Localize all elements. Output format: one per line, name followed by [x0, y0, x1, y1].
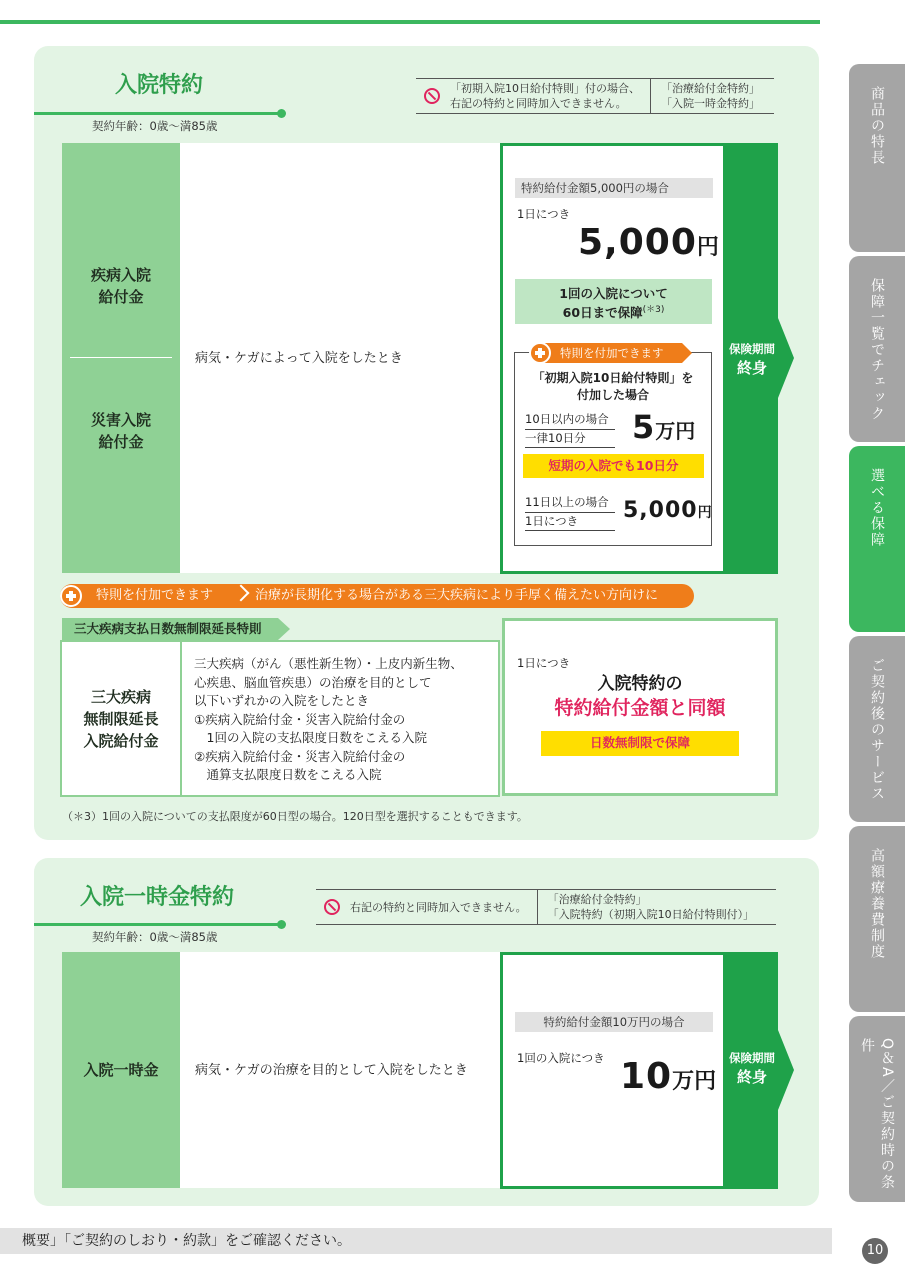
- coverage-period-column: 保険期間 終身: [726, 952, 778, 1189]
- per-day-label: 1日につき: [517, 207, 571, 221]
- plus-icon: [60, 585, 82, 607]
- rule: [525, 512, 615, 513]
- lump-sum-amount: 10万円: [620, 1056, 717, 1097]
- side-tab-high-cost-medical[interactable]: 高額療養費制度: [849, 826, 905, 1012]
- prohibited-icon: [324, 899, 340, 915]
- side-tab-features[interactable]: 商品の特長: [849, 64, 905, 252]
- coverage-period-column: 保険期間 終身: [726, 143, 778, 574]
- three-diseases-amount: 入院特約の 特約給付金額と同額: [554, 674, 726, 719]
- over-11-days-amount: 5,000円: [623, 498, 712, 523]
- over-11-days-label: 11日以上の場合 1日につき: [525, 495, 609, 528]
- rule: [525, 447, 615, 448]
- section2-age: 契約年齢：0歳〜満85歳: [92, 930, 218, 944]
- rider-option-banner: 特則を付加できます 治療が長期化する場合がある三大疾病により手厚く備えたい方向けに: [60, 584, 694, 608]
- option-available-tag: 特則を付加できます: [532, 343, 682, 363]
- three-diseases-subheading: 三大疾病支払日数無制限延長特則: [62, 618, 278, 640]
- within-10-days-amount: 5万円: [632, 408, 696, 446]
- title-underline: [34, 112, 282, 115]
- section2-condition: 病気・ケガの治療を目的として入院をしたとき: [195, 1063, 468, 1078]
- period-arrow: [778, 1030, 794, 1110]
- lump-sum-benefit-label: 入院一時金: [62, 952, 180, 1188]
- notice-text: 右記の特約と同時加入できません。: [350, 900, 527, 914]
- amount-condition-tag: 特約給付金額10万円の場合: [515, 1012, 713, 1032]
- side-tab-after-contract-services[interactable]: ご契約後のサービス: [849, 636, 905, 822]
- footer-note: 概要」「ご契約のしおり・約款」をご確認ください。: [0, 1228, 832, 1254]
- prohibited-icon: [424, 88, 440, 104]
- per-admission-label: 1回の入院につき: [517, 1051, 605, 1065]
- notice-conflicting-riders: 「治療給付金特約」 「入院一時金特約」: [650, 79, 760, 113]
- within-10-days-label: 10日以内の場合 一律10日分: [525, 412, 609, 445]
- three-diseases-condition: 三大疾病（がん（悪性新生物）・上皮内新生物、 心疾患、脳血管疾患）の治療を目的として 以下いずれかの入院をしたとき ①疾病入院給付金・災害入院給付金の 1回の入院の支払限度日数をこえる入院 ②疾病入院給付金・災害入院給付金の 通算支払限度日数をこえる入院: [194, 656, 463, 782]
- side-tab-qa-conditions[interactable]: Q＆A／ご契約時の条件: [849, 1016, 905, 1202]
- disease-hospital-benefit-label: 疾病入院 給付金: [90, 265, 151, 306]
- unlimited-days-highlight: 日数無制限で保障: [541, 731, 739, 756]
- title-underline: [34, 923, 282, 926]
- section1-condition: 病気・ケガによって入院をしたとき: [195, 351, 403, 366]
- side-tab-selectable-coverage[interactable]: 選べる保障: [849, 446, 905, 632]
- payment-limit-box: 1回の入院について 60日まで保障$^{(*3)}$: [515, 279, 712, 324]
- rule: [525, 530, 615, 531]
- section2-title: 入院一時金特約: [80, 885, 235, 910]
- section1-title: 入院特約: [115, 73, 204, 98]
- page-number: 10: [862, 1238, 888, 1264]
- rule: [525, 429, 615, 430]
- section2-notice: [316, 889, 776, 925]
- option-title: 「初期入院10日給付特則」を 付加した場合: [532, 371, 694, 402]
- three-per-day: 1日につき: [517, 656, 571, 670]
- top-rule: [0, 20, 820, 24]
- notice-text: 「初期入院10日給付特則」付の場合、 右記の特約と同時加入できません。: [450, 82, 640, 110]
- daily-amount: 5,000円: [578, 222, 719, 263]
- short-stay-highlight: 短期の入院でも10日分: [523, 454, 704, 478]
- notice-conflicting-riders: 「治療給付金特約」 「入院特約（初期入院10日給付特則付）」: [537, 890, 755, 924]
- section1-age: 契約年齢：0歳〜満85歳: [92, 119, 218, 133]
- plus-icon: [529, 342, 551, 364]
- section1-notice: [416, 78, 774, 114]
- period-arrow: [778, 318, 794, 398]
- benefit-labels-column: [62, 143, 180, 573]
- three-diseases-benefit-label: 三大疾病 無制限延長 入院給付金: [62, 642, 180, 795]
- chevron-right-icon: [233, 585, 250, 602]
- table-divider: [180, 640, 182, 797]
- label-divider: [70, 357, 172, 358]
- amount-condition-tag: 特約給付金額5,000円の場合: [515, 178, 713, 198]
- side-tab-coverage-list[interactable]: 保障一覧でチェック: [849, 256, 905, 442]
- footnote-3: （＊3）1回の入院についての支払限度が60日型の場合。120日型を選択することもできます。: [62, 810, 528, 823]
- disaster-hospital-benefit-label: 災害入院 給付金: [90, 410, 151, 451]
